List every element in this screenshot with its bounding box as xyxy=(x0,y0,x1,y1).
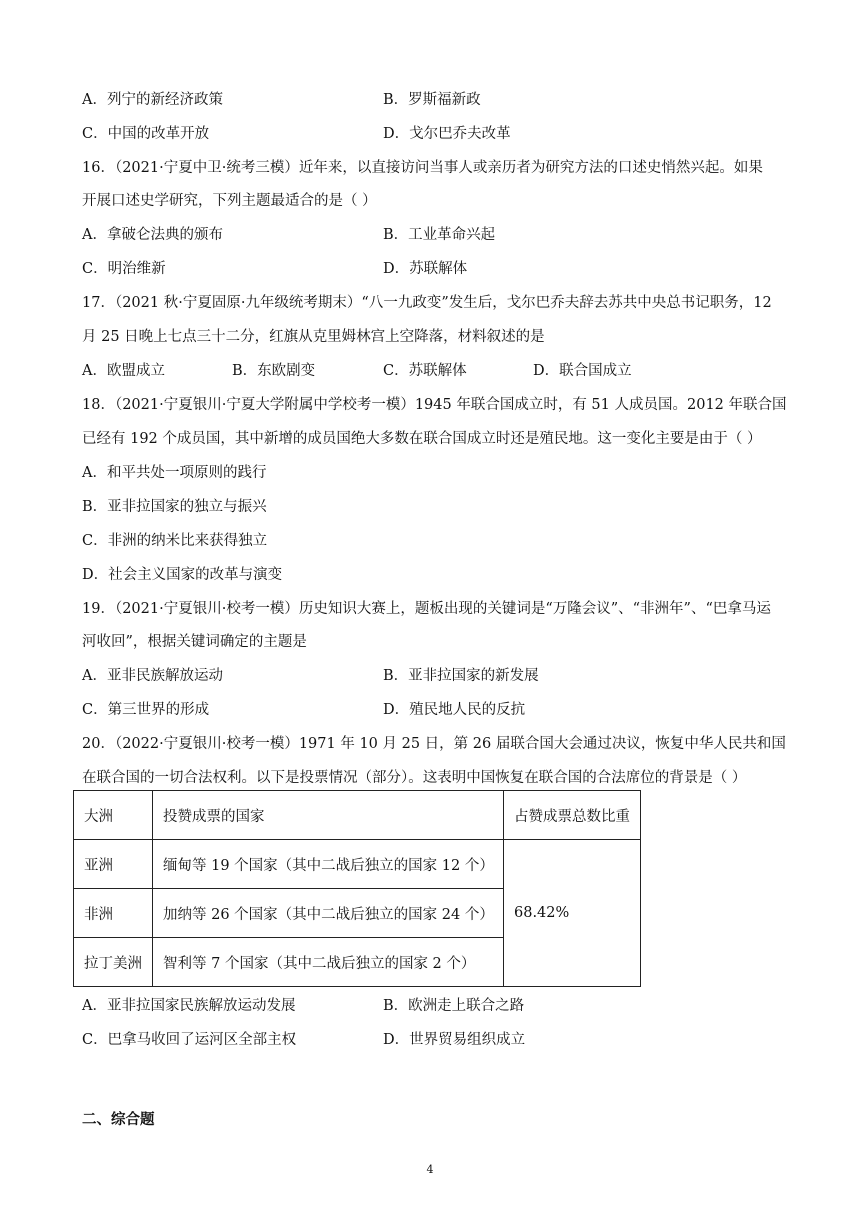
page-number: 4 xyxy=(426,1163,434,1176)
q18-option-d: D．社会主义国家的改革与演变 xyxy=(82,567,283,583)
q18-option-c: C．非洲的纳米比来获得独立 xyxy=(82,533,268,549)
q15-option-c: C．中国的改革开放 xyxy=(82,126,210,142)
cell-continent: 拉丁美洲 xyxy=(74,938,153,987)
section-title: 二、综合题 xyxy=(82,1112,155,1128)
q17-option-d: D．联合国成立 xyxy=(533,363,632,379)
cell-share: 68.42% xyxy=(504,840,641,987)
q20-option-d: D．世界贸易组织成立 xyxy=(383,1032,526,1048)
q16-option-d: D．苏联解体 xyxy=(383,261,468,277)
q20-stem-line1: 20．（2022·宁夏银川·校考一模）1971 年 10 月 25 日，第 26 届联合国大会通过决议，恢复中华人民共和国 xyxy=(82,736,786,752)
header-share: 占赞成票总数比重 xyxy=(504,791,641,840)
q16-option-b: B．工业革命兴起 xyxy=(383,227,496,243)
cell-countries: 智利等 7 个国家（其中二战后独立的国家 2 个） xyxy=(153,938,504,987)
q15-option-a: A．列宁的新经济政策 xyxy=(82,92,223,108)
header-continent: 大洲 xyxy=(74,791,153,840)
q18-option-a: A．和平共处一项原则的践行 xyxy=(82,465,267,481)
q17-option-c: C．苏联解体 xyxy=(383,363,467,379)
q19-stem-line2: 河收回”，根据关键词确定的主题是 xyxy=(82,634,307,650)
q17-stem-line2: 月 25 日晚上七点三十二分，红旗从克里姆林宫上空降落，材料叙述的是 xyxy=(82,329,545,345)
cell-continent: 非洲 xyxy=(74,889,153,938)
q18-stem-line1: 18．（2021·宁夏银川·宁夏大学附属中学校考一模）1945 年联合国成立时，有 51 人成员国。2012 年联合国 xyxy=(82,397,787,413)
q19-option-d: D．殖民地人民的反抗 xyxy=(383,702,526,718)
q20-option-c: C．巴拿马收回了运河区全部主权 xyxy=(82,1032,297,1048)
table-header-row xyxy=(74,791,641,840)
cell-continent: 亚洲 xyxy=(74,840,153,889)
q17-option-b: B．东欧剧变 xyxy=(232,363,316,379)
q17-stem-line1: 17．（2021 秋·宁夏固原·九年级统考期末）“八一九政变”发生后，戈尔巴乔夫辞去苏共中央总书记职务，12 xyxy=(82,295,772,311)
q19-option-c: C．第三世界的形成 xyxy=(82,702,210,718)
q15-option-b: B．罗斯福新政 xyxy=(383,92,481,108)
q20-option-b: B．欧洲走上联合之路 xyxy=(383,998,525,1014)
q18-stem-line2: 已经有 192 个成员国，其中新增的成员国绝大多数在联合国成立时还是殖民地。这一变化主要是由于（ ） xyxy=(82,431,762,447)
q15-option-d: D．戈尔巴乔夫改革 xyxy=(383,126,511,142)
q16-stem-line2: 开展口述史学研究，下列主题最适合的是（ ） xyxy=(82,193,377,209)
q20-stem-line2: 在联合国的一切合法权利。以下是投票情况（部分）。这表明中国恢复在联合国的合法席位的背景是（ ） xyxy=(82,770,747,786)
q19-option-a: A．亚非民族解放运动 xyxy=(82,668,223,684)
q20-option-a: A．亚非拉国家民族解放运动发展 xyxy=(82,998,296,1014)
q18-option-b: B．亚非拉国家的独立与振兴 xyxy=(82,499,267,515)
q19-stem-line1: 19．（2021·宁夏银川·校考一模）历史知识大赛上，题板出现的关键词是“万隆会议”、“非洲年”、“巴拿马运 xyxy=(82,601,771,617)
cell-countries: 缅甸等 19 个国家（其中二战后独立的国家 12 个） xyxy=(153,840,504,889)
q19-option-b: B．亚非拉国家的新发展 xyxy=(383,668,539,684)
q16-option-c: C．明治维新 xyxy=(82,261,166,277)
q16-stem-line1: 16．（2021·宁夏中卫·统考三模）近年来，以直接访问当事人或亲历者为研究方法的口述史悄然兴起。如果 xyxy=(82,160,763,176)
q17-option-a: A．欧盟成立 xyxy=(82,363,165,379)
vote-table xyxy=(73,790,641,987)
q16-option-a: A．拿破仑法典的颁布 xyxy=(82,227,223,243)
header-countries: 投赞成票的国家 xyxy=(153,791,504,840)
cell-countries: 加纳等 26 个国家（其中二战后独立的国家 24 个） xyxy=(153,889,504,938)
table-row xyxy=(74,840,641,889)
